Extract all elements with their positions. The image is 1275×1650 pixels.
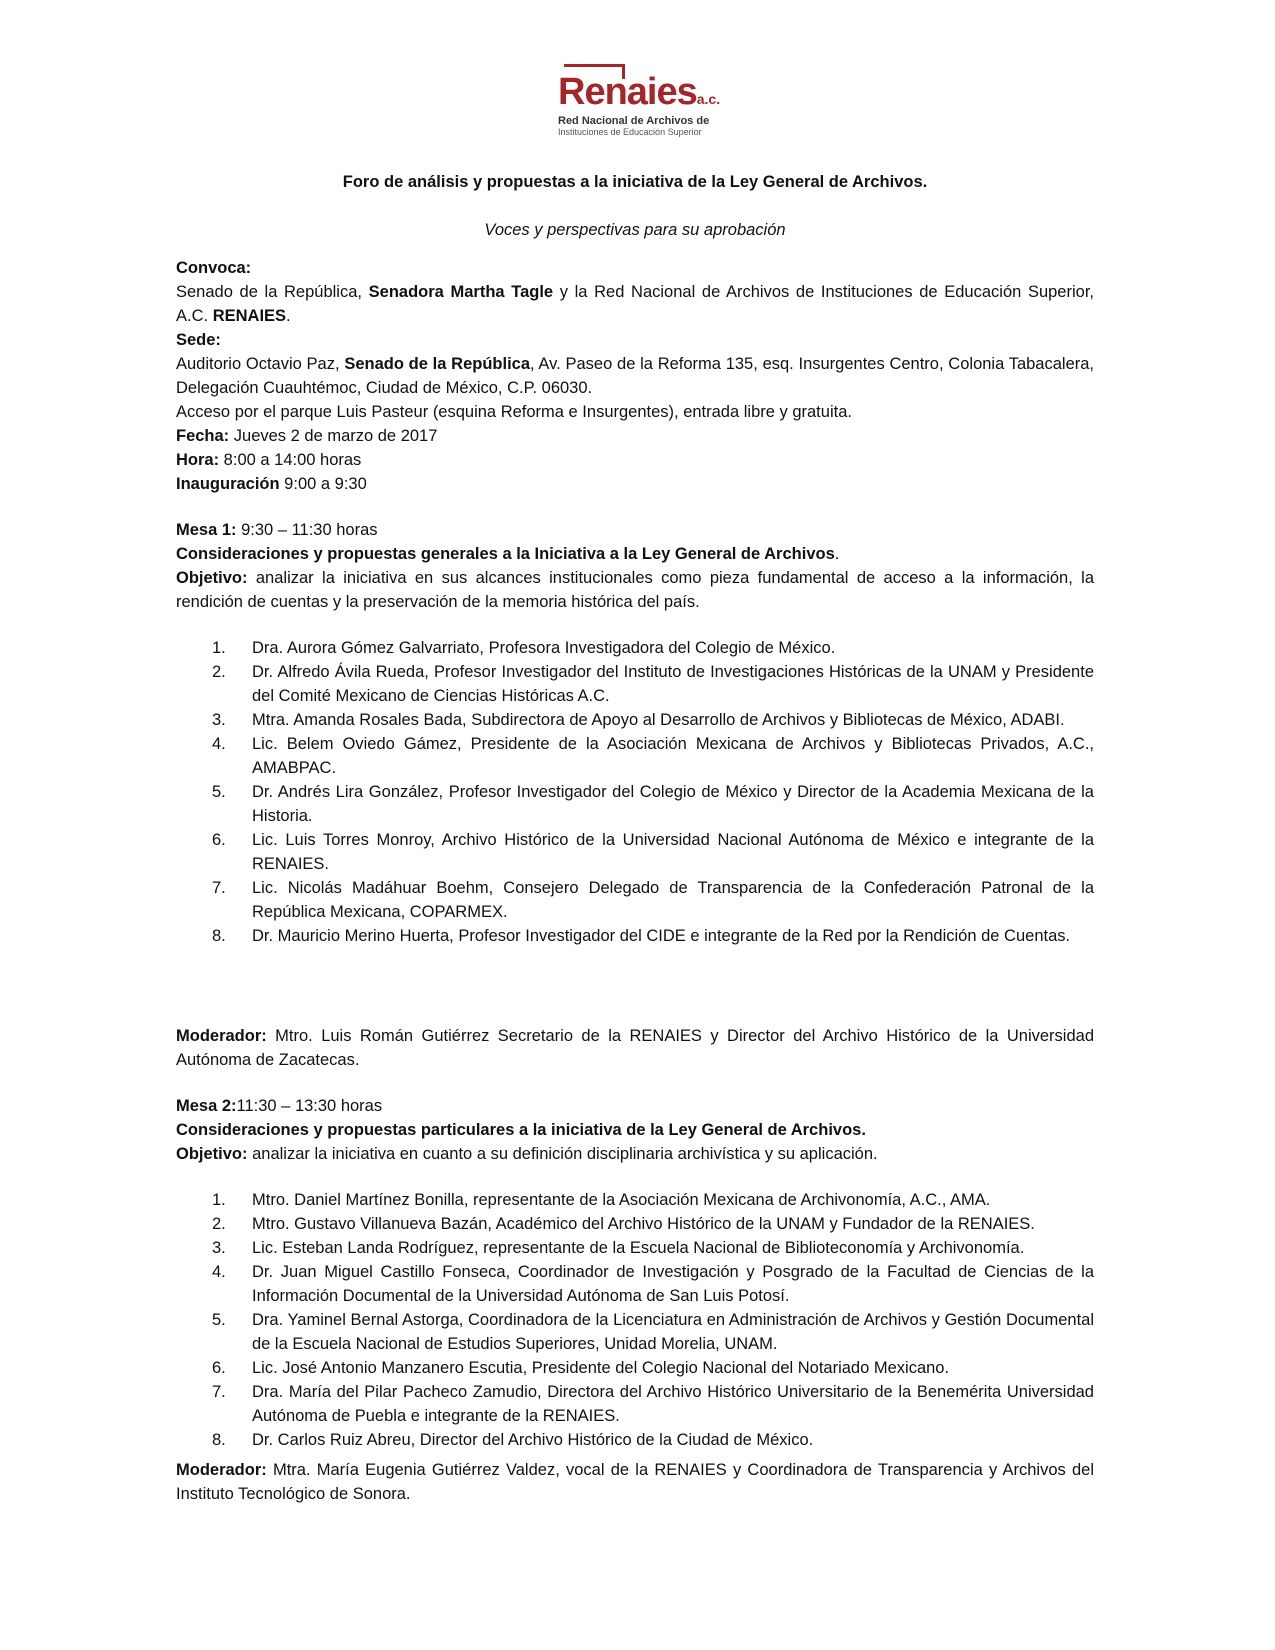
list-item: 7. Lic. Nicolás Madáhuar Boehm, Consejero Delegado de Transparencia de la Confederación Patronal de la República Mexicana, COPARMEX.	[212, 879, 1094, 921]
logo-tagline-2: Instituciones de Educación Superior	[558, 127, 702, 137]
logo-tagline-1: Red Nacional de Archivos de	[558, 115, 710, 127]
list-item: 3. Mtra. Amanda Rosales Bada, Subdirectora de Apoyo al Desarrollo de Archivos y Bibliotecas de México, ADABI.	[212, 711, 1065, 729]
list-item: 1. Dra. Aurora Gómez Galvarriato, Profesora Investigadora del Colegio de México.	[212, 639, 836, 657]
mesa1-objetivo: Objetivo: analizar la iniciativa en sus alcances institucionales como pieza fundamental de acceso a la información, la rendición de cuentas y la preservación de la memoria histórica del país.	[176, 569, 1094, 611]
list-item: 6. Lic. Luis Torres Monroy, Archivo Histórico de la Universidad Nacional Autónoma de México e integrante de la RENAIES.	[212, 831, 1094, 873]
mesa-2	[176, 1094, 1094, 1452]
mesa1-time: Mesa 1: 9:30 – 11:30 horas	[176, 521, 378, 539]
mesa1-participants	[176, 636, 1094, 948]
hora-line: Hora: 8:00 a 14:00 horas	[176, 451, 362, 469]
event-details	[176, 256, 1094, 496]
fecha-line: Fecha: Jueves 2 de marzo de 2017	[176, 427, 438, 445]
document-title: Foro de análisis y propuestas a la iniciativa de la Ley General de Archivos.	[342, 173, 928, 191]
sede-text: Auditorio Octavio Paz, Senado de la República, Av. Paseo de la Reforma 135, esq. Insurgentes Centro, Colonia Tabacalera, Delegación Cuauhtémoc, Ciudad de México, C.P. 06030.	[176, 355, 1095, 397]
sede-access: Acceso por el parque Luis Pasteur (esquina Reforma e Insurgentes), entrada libre y gratuita.	[176, 403, 852, 421]
list-item: 5. Dr. Andrés Lira González, Profesor Investigador del Colegio de México y Director de la Academia Mexicana de la Historia.	[212, 783, 1094, 825]
list-item: 3. Lic. Esteban Landa Rodríguez, representante de la Escuela Nacional de Biblioteconomía y Archivonomía.	[212, 1239, 1025, 1257]
list-item: 6. Lic. José Antonio Manzanero Escutia, Presidente del Colegio Nacional del Notariado Mexicano.	[212, 1359, 950, 1377]
list-item: 2. Dr. Alfredo Ávila Rueda, Profesor Investigador del Instituto de Investigaciones Históricas de la UNAM y Presidente del Comité Mexicano de Ciencias Históricas A.C.	[212, 663, 1094, 705]
mesa2-participants	[176, 1188, 1094, 1452]
convoca-label: Convoca:	[176, 259, 252, 277]
sede-label: Sede:	[176, 331, 221, 349]
mesa2-moderator: Moderador: Mtra. María Eugenia Gutiérrez Valdez, vocal de la RENAIES y Coordinadora de Transparencia y Archivos del Instituto Tecnológico de Sonora.	[176, 1461, 1094, 1503]
list-item: 1. Mtro. Daniel Martínez Bonilla, representante de la Asociación Mexicana de Archivonomía, A.C., AMA.	[212, 1191, 991, 1209]
document-subtitle: Voces y perspectivas para su aprobación	[484, 221, 786, 239]
inauguracion-line: Inauguración 9:00 a 9:30	[176, 475, 367, 493]
mesa-1	[176, 518, 1094, 948]
list-item: 8. Dr. Mauricio Merino Huerta, Profesor Investigador del CIDE e integrante de la Red por la Rendición de Cuentas.	[212, 927, 1071, 945]
convoca-text: Senado de la República, Senadora Martha Tagle y la Red Nacional de Archivos de Instituciones de Educación Superior, A.C. RENAIES.	[176, 283, 1094, 325]
mesa2-objetivo: Objetivo: analizar la iniciativa en cuanto a su definición disciplinaria archivística y su aplicación.	[176, 1145, 878, 1163]
list-item: 4. Lic. Belem Oviedo Gámez, Presidente de la Asociación Mexicana de Archivos y Bibliotecas Privados, A.C., AMABPAC.	[212, 735, 1094, 777]
list-item: 4. Dr. Juan Miguel Castillo Fonseca, Coordinador de Investigación y Posgrado de la Facultad de Ciencias de la Información Documental de la Universidad Autónoma de San Luis Potosí.	[212, 1263, 1094, 1305]
renaies-logo	[556, 58, 721, 142]
mesa1-moderator: Moderador: Mtro. Luis Román Gutiérrez Secretario de la RENAIES y Director del Archivo Histórico de la Universidad Autónoma de Zacatecas.	[176, 1027, 1094, 1069]
list-item: 8. Dr. Carlos Ruiz Abreu, Director del Archivo Histórico de la Ciudad de México.	[212, 1431, 814, 1449]
list-item: 5. Dra. Yaminel Bernal Astorga, Coordinadora de la Licenciatura en Administración de Archivos y Gestión Documental de la Escuela Nacional de Estudios Superiores, Unidad Morelia, UNAM.	[212, 1311, 1094, 1353]
mesa2-heading: Consideraciones y propuestas particulares a la iniciativa de la Ley General de Archivos.	[176, 1121, 866, 1139]
list-item: 7. Dra. María del Pilar Pacheco Zamudio, Directora del Archivo Histórico Universitario de la Benemérita Universidad Autónoma de Puebla e integrante de la RENAIES.	[212, 1383, 1094, 1425]
mesa1-heading: Consideraciones y propuestas generales a la Iniciativa a la Ley General de Archivos.	[176, 545, 840, 563]
mesa2-time: Mesa 2:11:30 – 13:30 horas	[176, 1097, 383, 1115]
logo-wordmark: Renaiesa.c.	[558, 71, 721, 113]
list-item: 2. Mtro. Gustavo Villanueva Bazán, Académico del Archivo Histórico de la UNAM y Fundador de la RENAIES.	[212, 1215, 1035, 1233]
